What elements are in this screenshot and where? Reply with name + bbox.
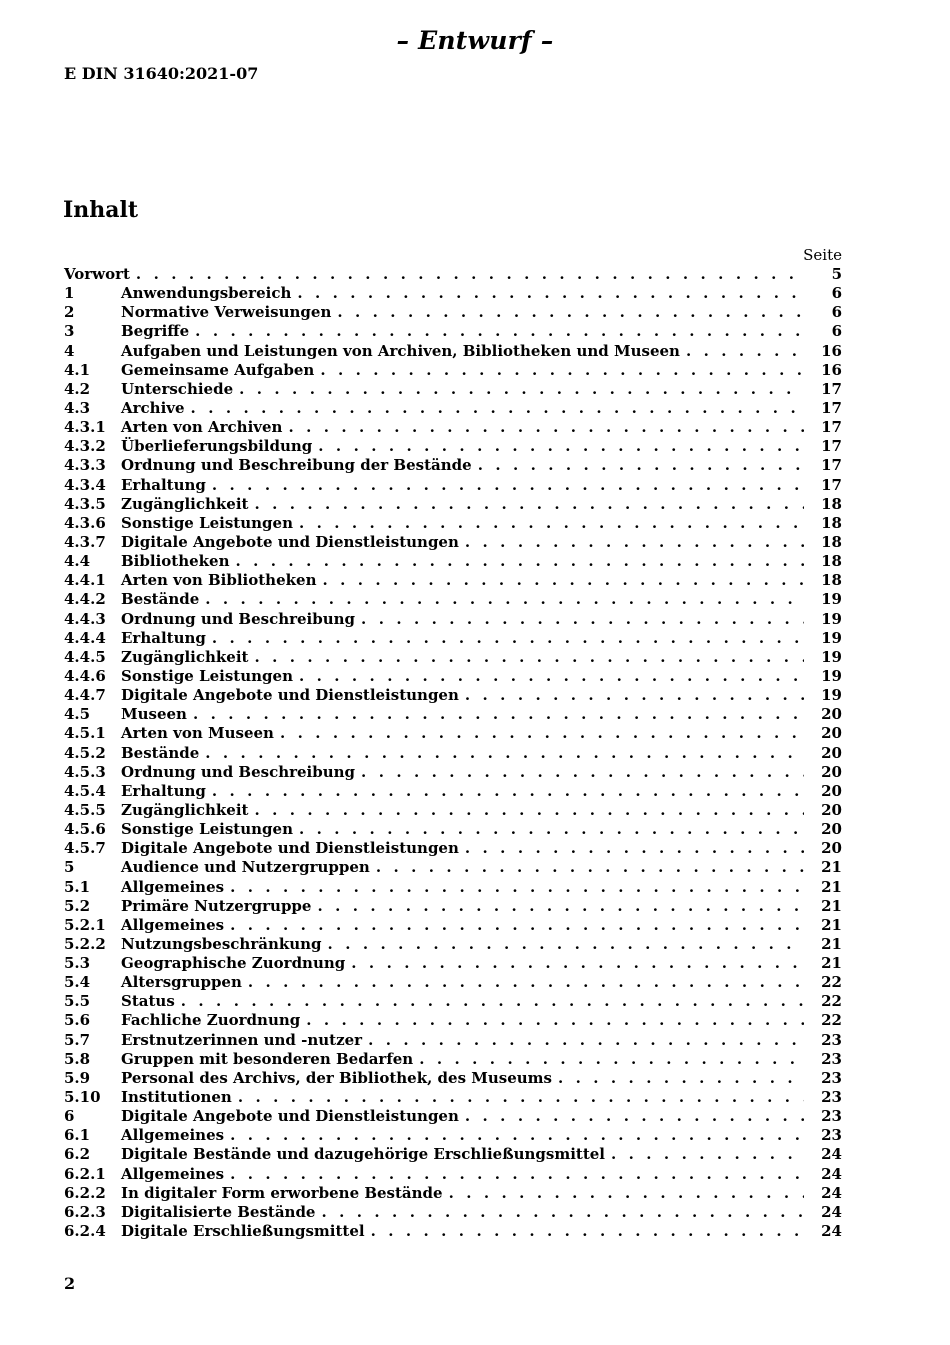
toc-entry[interactable]: [64, 667, 842, 686]
toc-entry-page: 18: [821, 513, 842, 532]
toc-entry-title: Allgemeines: [121, 1126, 225, 1145]
toc-entry-page: 23: [821, 1126, 842, 1145]
toc-entry-number: 6.1: [64, 1126, 91, 1145]
toc-entry-page: 24: [821, 1202, 842, 1221]
toc-entry-number: 5.7: [64, 1030, 91, 1049]
toc-entry[interactable]: [64, 361, 842, 380]
toc-entry-number: 4.5.3: [64, 762, 106, 781]
toc-entry-title: Allgemeines: [121, 915, 225, 934]
toc-entry-page: 21: [821, 858, 842, 877]
toc-entry-page: 24: [821, 1145, 842, 1164]
toc-entry-page: 6: [831, 303, 842, 322]
toc-entry-number: 4.3.5: [64, 494, 106, 513]
toc-entry-number: 4.4.6: [64, 666, 106, 685]
toc-entry-number: 5.6: [64, 1011, 91, 1030]
toc-entry[interactable]: [64, 858, 842, 877]
toc-entry-title: Bibliotheken: [121, 552, 230, 571]
toc-entry-page: 23: [821, 1049, 842, 1068]
toc-entry-page: 17: [821, 398, 842, 417]
toc-entry-title: Allgemeines: [121, 1164, 225, 1183]
toc-entry-title: Digitale Angebote und Dienstleistungen: [121, 532, 459, 551]
toc-entry-title: Altersgruppen: [121, 973, 242, 992]
toc-entry-number: 5.10: [64, 1088, 101, 1107]
toc-dot-leader: [321, 1203, 804, 1222]
toc-dot-leader: [254, 648, 804, 667]
toc-entry[interactable]: [64, 1069, 842, 1088]
toc-entry[interactable]: [64, 552, 842, 571]
toc-entry-page: 16: [821, 341, 842, 360]
toc-entry-page: 19: [821, 686, 842, 705]
toc-entry[interactable]: [64, 284, 842, 303]
toc-entry-page: 20: [821, 724, 842, 743]
toc-entry-page: 22: [821, 992, 842, 1011]
toc-dot-leader: [181, 992, 804, 1011]
toc-entry-title: Sonstige Leistungen: [121, 513, 293, 532]
toc-entry-page: 21: [821, 915, 842, 934]
toc-entry-page: 16: [821, 360, 842, 379]
toc-entry-number: 4.5.5: [64, 800, 106, 819]
toc-dot-leader: [230, 1165, 804, 1184]
toc-entry-number: 5.9: [64, 1068, 91, 1087]
toc-entry-title: Ordnung und Beschreibung der Bestände: [121, 456, 472, 475]
toc-entry[interactable]: [64, 897, 842, 916]
toc-dot-leader: [611, 1145, 804, 1164]
toc-entry-title: Arten von Museen: [121, 724, 274, 743]
toc-entry[interactable]: [64, 476, 842, 495]
toc-entry-title: Gruppen mit besonderen Bedarfen: [121, 1049, 414, 1068]
toc-dot-leader: [288, 418, 804, 437]
toc-entry[interactable]: [64, 724, 842, 743]
toc-entry-title: Geographische Zuordnung: [121, 954, 346, 973]
toc-entry-page: 23: [821, 1107, 842, 1126]
toc-entry-number: 5.2.1: [64, 915, 106, 934]
toc-entry-title: Museen: [121, 705, 187, 724]
toc-entry-title: In digitaler Form erworbene Bestände: [121, 1183, 443, 1202]
toc-entry-title: Zugänglichkeit: [121, 800, 249, 819]
draft-mark: – Entwurf –: [396, 26, 554, 55]
toc-entry[interactable]: [64, 686, 842, 705]
toc-heading: Inhalt: [63, 197, 139, 223]
toc-dot-leader: [449, 1184, 804, 1203]
toc-entry-number: 4.4.3: [64, 609, 106, 628]
toc-entry-number: 4.4.1: [64, 571, 106, 590]
toc-entry-title: Erstnutzerinnen und -nutzer: [121, 1030, 363, 1049]
toc-entry-number: 4.5: [64, 705, 91, 724]
toc-dot-leader: [351, 954, 804, 973]
toc-dot-leader: [254, 801, 804, 820]
toc-entry-page: 23: [821, 1068, 842, 1087]
toc-entry-title: Arten von Archiven: [121, 418, 283, 437]
toc-entry[interactable]: [64, 399, 842, 418]
toc-entry-number: 3: [64, 322, 75, 341]
toc-entry-page: 5: [831, 265, 842, 283]
toc-dot-leader: [337, 303, 804, 322]
toc-entry-title: Überlieferungsbildung: [121, 437, 313, 456]
toc-dot-leader: [212, 629, 804, 648]
toc-dot-leader: [195, 322, 804, 341]
toc-entry-title: Audience und Nutzergruppen: [121, 858, 370, 877]
toc-dot-leader: [254, 495, 804, 514]
toc-entry-page: 20: [821, 743, 842, 762]
toc-entry[interactable]: [64, 1203, 842, 1222]
toc-entry[interactable]: [64, 1050, 842, 1069]
toc-entry[interactable]: [64, 1126, 842, 1145]
toc-entry-number: 4.3.1: [64, 418, 106, 437]
toc-entry-page: 20: [821, 839, 842, 858]
toc-entry-title: Sonstige Leistungen: [121, 666, 293, 685]
toc-dot-leader: [317, 897, 804, 916]
toc-entry-page: 20: [821, 705, 842, 724]
toc-entry-title: Personal des Archivs, der Bibliothek, des Museums: [121, 1068, 552, 1087]
toc-dot-leader: [686, 342, 804, 361]
toc-dot-leader: [361, 763, 804, 782]
toc-entry-number: 6.2.2: [64, 1183, 106, 1202]
toc-entry[interactable]: [64, 878, 842, 897]
toc-entry-number: 5.5: [64, 992, 91, 1011]
toc-entry[interactable]: [64, 303, 842, 322]
toc-entry[interactable]: [64, 322, 842, 341]
toc-dot-leader: [361, 610, 804, 629]
toc-entry[interactable]: [64, 437, 842, 456]
toc-entry-number: 4.3.3: [64, 456, 106, 475]
toc-entry-title: Digitale Angebote und Dienstleistungen: [121, 1107, 459, 1126]
toc-entry[interactable]: [64, 705, 842, 724]
toc-entry-page: 18: [821, 494, 842, 513]
toc-entry-title: Digitale Erschließungsmittel: [121, 1222, 365, 1241]
toc-entry[interactable]: [64, 839, 842, 858]
toc-entry-title: Status: [121, 992, 175, 1011]
toc-dot-leader: [465, 1107, 804, 1126]
toc-entry-number: 4.5.2: [64, 743, 106, 762]
toc-dot-leader: [306, 1011, 804, 1030]
toc-dot-leader: [205, 590, 804, 609]
toc-dot-leader: [205, 744, 804, 763]
footer-page-number: 2: [64, 1274, 76, 1293]
toc-entry[interactable]: [64, 1031, 842, 1050]
toc-entry-title: Allgemeines: [121, 877, 225, 896]
toc-entry[interactable]: [64, 629, 842, 648]
toc-entry-number: 4.4: [64, 552, 91, 571]
toc-entry-number: 4.4.5: [64, 647, 106, 666]
toc-entry-title: Erhaltung: [121, 628, 206, 647]
toc-entry[interactable]: [64, 648, 842, 667]
toc-dot-leader: [322, 571, 804, 590]
toc-dot-leader: [376, 858, 804, 877]
toc-entry[interactable]: [64, 763, 842, 782]
toc-dot-leader: [212, 782, 804, 801]
toc-entry-number: 4.3.2: [64, 437, 106, 456]
toc-entry-number: 6.2.1: [64, 1164, 106, 1183]
toc-dot-leader: [320, 361, 804, 380]
toc-entry-page: 19: [821, 647, 842, 666]
toc-dot-leader: [191, 399, 804, 418]
toc-entry[interactable]: [64, 610, 842, 629]
toc-entry-number: 5.3: [64, 954, 91, 973]
toc-entry-page: 22: [821, 973, 842, 992]
toc-entry-number: 4.3.7: [64, 532, 106, 551]
toc-entry-number: 4.5.4: [64, 781, 106, 800]
toc-entry-page: 18: [821, 571, 842, 590]
toc-entry[interactable]: [64, 916, 842, 935]
toc-dot-leader: [478, 456, 804, 475]
toc-entry-page: 18: [821, 552, 842, 571]
toc-entry-page: 20: [821, 781, 842, 800]
toc-entry[interactable]: [64, 495, 842, 514]
toc-dot-leader: [280, 724, 804, 743]
toc-dot-leader: [299, 667, 804, 686]
toc-entry-number: 4.5.6: [64, 820, 106, 839]
toc-entry-page: 6: [831, 284, 842, 303]
toc-dot-leader: [230, 878, 804, 897]
toc-dot-leader: [465, 533, 804, 552]
toc-entry-page: 21: [821, 877, 842, 896]
toc-entry-page: 24: [821, 1164, 842, 1183]
toc-entry-page: 18: [821, 532, 842, 551]
toc-entry[interactable]: [64, 782, 842, 801]
toc-entry-title: Ordnung und Beschreibung: [121, 609, 356, 628]
toc-entry[interactable]: [64, 456, 842, 475]
toc-entry[interactable]: [64, 1145, 842, 1164]
toc-entry-title: Normative Verweisungen: [121, 303, 332, 322]
toc-entry-page: 20: [821, 762, 842, 781]
toc-entry-title: Bestände: [121, 743, 200, 762]
toc-entry-title: Erhaltung: [121, 475, 206, 494]
toc-dot-leader: [318, 437, 804, 456]
toc-dot-leader: [230, 1126, 804, 1145]
toc-entry-page: 21: [821, 934, 842, 953]
toc-entry[interactable]: [64, 1184, 842, 1203]
toc-entry-title: Zugänglichkeit: [121, 647, 249, 666]
toc-entry-number: 5.2: [64, 896, 91, 915]
toc-entry-number: 4.4.4: [64, 628, 106, 647]
table-of-contents: [64, 265, 842, 1241]
toc-entry-page: 23: [821, 1088, 842, 1107]
toc-entry-number: 6.2.3: [64, 1202, 106, 1221]
toc-entry[interactable]: [64, 533, 842, 552]
toc-entry-number: 5.4: [64, 973, 91, 992]
toc-entry-number: 4.3.4: [64, 475, 106, 494]
toc-entry[interactable]: [64, 1088, 842, 1107]
toc-entry-number: 4.1: [64, 360, 91, 379]
toc-entry-number: 4.4.7: [64, 686, 106, 705]
toc-dot-leader: [236, 552, 805, 571]
toc-entry-number: 4.5.1: [64, 724, 106, 743]
toc-dot-leader: [212, 476, 804, 495]
toc-entry-title: Vorwort: [64, 265, 130, 283]
toc-dot-leader: [465, 686, 804, 705]
toc-entry-title: Digitale Bestände und dazugehörige Erschließungsmittel: [121, 1145, 605, 1164]
document-id: E DIN 31640:2021-07: [64, 64, 259, 83]
toc-entry-page: 21: [821, 896, 842, 915]
toc-entry-page: 17: [821, 379, 842, 398]
toc-entry-number: 4.2: [64, 379, 91, 398]
toc-entry-page: 21: [821, 954, 842, 973]
toc-entry[interactable]: [64, 571, 842, 590]
toc-entry-number: 4: [64, 341, 75, 360]
toc-entry-page: 20: [821, 800, 842, 819]
toc-entry-title: Archive: [121, 398, 185, 417]
toc-entry-title: Ordnung und Beschreibung: [121, 762, 356, 781]
toc-dot-leader: [419, 1050, 804, 1069]
toc-entry-number: 5: [64, 858, 75, 877]
toc-dot-leader: [299, 514, 804, 533]
toc-entry[interactable]: [64, 418, 842, 437]
toc-entry-number: 6.2: [64, 1145, 91, 1164]
toc-entry-title: Unterschiede: [121, 379, 234, 398]
toc-entry[interactable]: [64, 744, 842, 763]
toc-entry-page: 24: [821, 1183, 842, 1202]
toc-entry-title: Fachliche Zuordnung: [121, 1011, 301, 1030]
toc-entry-page: 23: [821, 1030, 842, 1049]
toc-dot-leader: [248, 973, 804, 992]
toc-entry-page: 6: [831, 322, 842, 341]
toc-entry-page: 19: [821, 609, 842, 628]
toc-entry-title: Gemeinsame Aufgaben: [121, 360, 315, 379]
toc-entry-page: 17: [821, 437, 842, 456]
toc-entry-page: 19: [821, 666, 842, 685]
toc-entry-number: 4.5.7: [64, 839, 106, 858]
toc-entry[interactable]: [64, 1011, 842, 1030]
toc-entry-title: Zugänglichkeit: [121, 494, 249, 513]
toc-entry[interactable]: [64, 1165, 842, 1184]
toc-dot-leader: [193, 705, 804, 724]
toc-entry[interactable]: [64, 801, 842, 820]
toc-entry-number: 5.8: [64, 1049, 91, 1068]
toc-entry[interactable]: [64, 265, 842, 284]
toc-dot-leader: [368, 1031, 804, 1050]
toc-entry-number: 1: [64, 284, 75, 303]
toc-entry[interactable]: [64, 1107, 842, 1126]
toc-entry-number: 6.2.4: [64, 1222, 106, 1241]
page-column-label: Seite: [803, 246, 842, 264]
toc-entry-title: Digitale Angebote und Dienstleistungen: [121, 839, 459, 858]
toc-entry[interactable]: [64, 992, 842, 1011]
toc-entry-number: 5.1: [64, 877, 91, 896]
toc-entry[interactable]: [64, 820, 842, 839]
toc-entry-title: Digitalisierte Bestände: [121, 1202, 316, 1221]
toc-entry[interactable]: [64, 954, 842, 973]
toc-entry-page: 22: [821, 1011, 842, 1030]
toc-entry-title: Aufgaben und Leistungen von Archiven, Bibliotheken und Museen: [121, 341, 680, 360]
toc-dot-leader: [297, 284, 804, 303]
toc-entry-number: 2: [64, 303, 75, 322]
toc-entry-title: Begriffe: [121, 322, 190, 341]
toc-entry-number: 4.3: [64, 398, 91, 417]
toc-entry-number: 4.4.2: [64, 590, 106, 609]
toc-entry-title: Nutzungsbeschränkung: [121, 934, 322, 953]
toc-dot-leader: [238, 1088, 804, 1107]
toc-entry[interactable]: [64, 1222, 842, 1241]
toc-entry-title: Anwendungsbereich: [121, 284, 292, 303]
toc-entry-page: 17: [821, 456, 842, 475]
toc-entry-page: 17: [821, 418, 842, 437]
toc-entry-title: Sonstige Leistungen: [121, 820, 293, 839]
toc-dot-leader: [465, 839, 804, 858]
toc-dot-leader: [558, 1069, 804, 1088]
toc-entry-number: 5.2.2: [64, 934, 106, 953]
toc-entry[interactable]: [64, 514, 842, 533]
toc-entry-title: Institutionen: [121, 1088, 232, 1107]
toc-entry[interactable]: [64, 342, 842, 361]
toc-entry-number: 4.3.6: [64, 513, 106, 532]
toc-entry-page: 20: [821, 820, 842, 839]
toc-entry-page: 17: [821, 475, 842, 494]
toc-dot-leader: [136, 265, 804, 284]
toc-entry-page: 19: [821, 628, 842, 647]
toc-entry-title: Arten von Bibliotheken: [121, 571, 317, 590]
toc-dot-leader: [328, 935, 804, 954]
toc-entry-title: Primäre Nutzergruppe: [121, 896, 312, 915]
toc-entry-title: Erhaltung: [121, 781, 206, 800]
toc-entry[interactable]: [64, 935, 842, 954]
toc-entry-page: 19: [821, 590, 842, 609]
toc-entry[interactable]: [64, 380, 842, 399]
toc-dot-leader: [239, 380, 804, 399]
toc-entry-page: 24: [821, 1222, 842, 1241]
toc-entry[interactable]: [64, 590, 842, 609]
toc-dot-leader: [371, 1222, 804, 1241]
toc-entry-number: 6: [64, 1107, 75, 1126]
toc-entry-title: Bestände: [121, 590, 200, 609]
toc-entry-title: Digitale Angebote und Dienstleistungen: [121, 686, 459, 705]
toc-entry[interactable]: [64, 973, 842, 992]
toc-dot-leader: [230, 916, 804, 935]
toc-dot-leader: [299, 820, 804, 839]
